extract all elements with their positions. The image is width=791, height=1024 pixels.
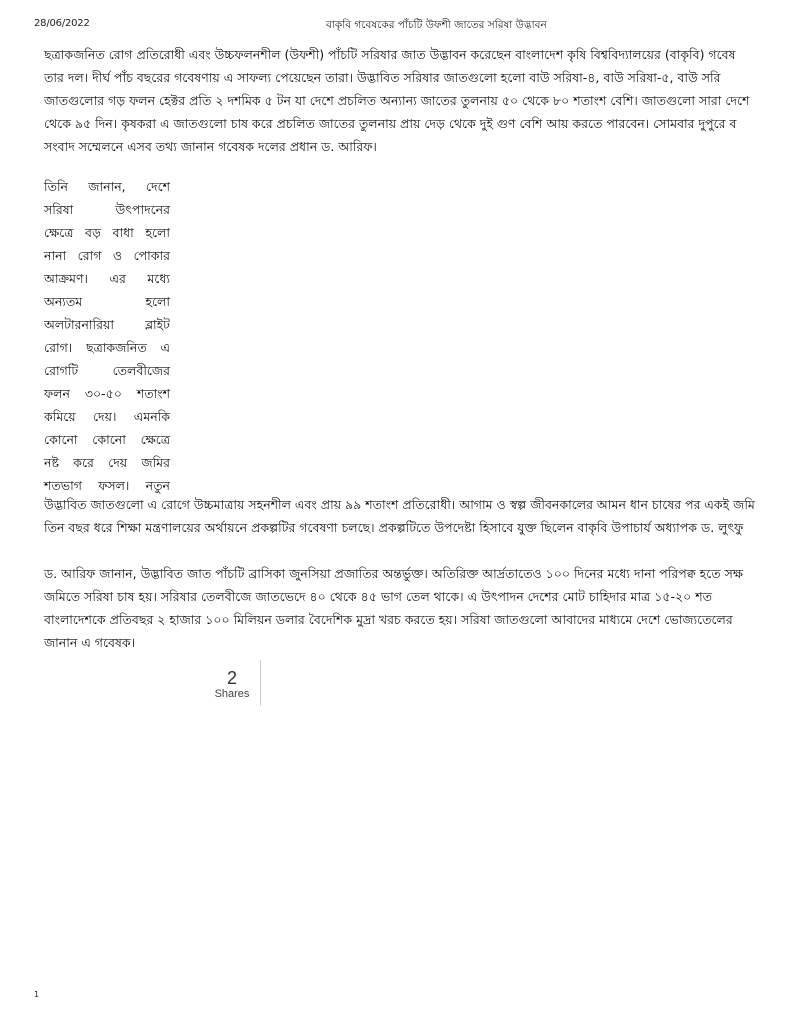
text-line: জমিতে সরিষা চাষ হয়। সরিষার তেলবীজে জাতভেদে ৪০ থেকে ৪৫ ভাগ তেল থাকে। এ উৎপাদন দেশের মোট চাহিদার মাত্র ১৫-২০ শত [44, 589, 712, 604]
text-line: রোগটি তেলবীজের [44, 363, 170, 378]
print-date: 28/06/2022 [34, 18, 90, 29]
text-line: কোনো কোনো ক্ষেত্রে [44, 432, 170, 447]
paragraph-intro [44, 43, 791, 158]
text-line: তার দল। দীর্ঘ পাঁচ বছরের গবেষণায় এ সাফল্য পেয়েছেন তারা। উদ্ভাবিত সরিষার জাতগুলো হলো বাউ সরিষা-৪, বাউ সরিষা-৫, বাউ সরি [44, 70, 721, 85]
page-number: 1 [34, 990, 40, 999]
text-line: জানান এ গবেষক। [44, 635, 136, 650]
share-label: Shares [214, 688, 250, 700]
share-counter[interactable] [204, 660, 261, 706]
text-line: শতভাগ ফসল। নতুন [44, 478, 170, 493]
text-line: রোগ। ছত্রাকজনিত এ [44, 340, 170, 355]
text-line: উদ্ভাবিত জাতগুলো এ রোগে উচ্চমাত্রায় সহনশীল এবং প্রায় ৯৯ শতাংশ প্রতিরোধী। আগাম ও স্বল্প জীবনকালের আমন ধান চাষের পর একই জমি [44, 497, 755, 512]
text-line: কমিয়ে দেয়। এমনকি [44, 409, 170, 424]
text-line: তিন বছর ধরে শিক্ষা মন্ত্রণালয়ের অর্থায়নে প্রকল্পটির গবেষণা চলছে। প্রকল্পটিতে উপদেষ্টা হিসাবে যুক্ত ছিলেন বাকৃবি উপাচার্য অধ্যাপক ড. লুৎফু [44, 520, 744, 535]
share-count: 2 [226, 668, 237, 688]
text-line: সংবাদ সম্মেলনে এসব তথ্য জানান গবেষক দলের প্রধান ড. আরিফ। [44, 139, 377, 154]
text-line: নানা রোগ ও পোকার [44, 248, 170, 263]
text-line: অন্যতম হলো [44, 294, 170, 309]
text-line: তিনি জানান, দেশে [44, 179, 170, 194]
text-line: থেকে ৯৫ দিন। কৃষকরা এ জাতগুলো চাষ করে প্রচলিত জাতের তুলনায় প্রায় দেড় থেকে দুই গুণ বেশি আয় করতে পারবেন। সোমবার দুপুরে ব [44, 116, 737, 131]
print-header [34, 18, 791, 34]
text-line: আক্রমণ। এর মধ্যে [44, 271, 170, 286]
text-line: সরিষা উৎপাদনের [44, 202, 170, 217]
text-line: ড. আরিফ জানান, উদ্ভাবিত জাত পাঁচটি ব্রাসিকা জুনসিয়া প্রজাতির অন্তর্ভুক্ত। অতিরিক্ত আর্দ্রতাতেও ১০০ দিনের মধ্যে দানা পরিপক্ব হতে সক্ষ [44, 566, 743, 581]
text-line: বাংলাদেশকে প্রতিবছর ২ হাজার ১০০ মিলিয়ন ডলার বৈদেশিক মুদ্রা খরচ করতে হয়। সরিষা জাতগুলো আবাদের মাধ্যমে দেশে ভোজ্যতেলের [44, 612, 733, 627]
text-line: ফলন ৩০-৫০ শতাংশ [44, 386, 170, 401]
text-line: ক্ষেত্রে বড় বাধা হলো [44, 225, 170, 240]
article-body [44, 43, 791, 158]
text-line: অলটারনারিয়া ব্লাইট [44, 317, 170, 332]
text-line: জাতগুলোর গড় ফলন হেক্টর প্রতি ২ দশমিক ৫ টন যা দেশে প্রচলিত অন্যান্য জাতের তুলনায় ৫০ থেকে ৮০ শতাংশ বেশি। জাতগুলো সারা দেশে [44, 93, 750, 108]
paragraph-conclusion [44, 562, 743, 654]
page-title: বাকৃবি গবেষকের পাঁচটি উফশী জাতের সরিষা উদ্ভাবন [326, 19, 547, 31]
text-line: ছত্রাকজনিত রোগ প্রতিরোধী এবং উচ্চফলনশীল (উফশী) পাঁচটি সরিষার জাত উদ্ভাবন করেছেন বাংলাদেশ কৃষি বিশ্ববিদ্যালয়ের (বাকৃবি) গবেষ [44, 47, 736, 62]
text-line: নষ্ট করে দেয় জমির [44, 455, 170, 470]
paragraph-wrapped-column [44, 175, 170, 497]
paragraph-continuation [44, 493, 755, 539]
